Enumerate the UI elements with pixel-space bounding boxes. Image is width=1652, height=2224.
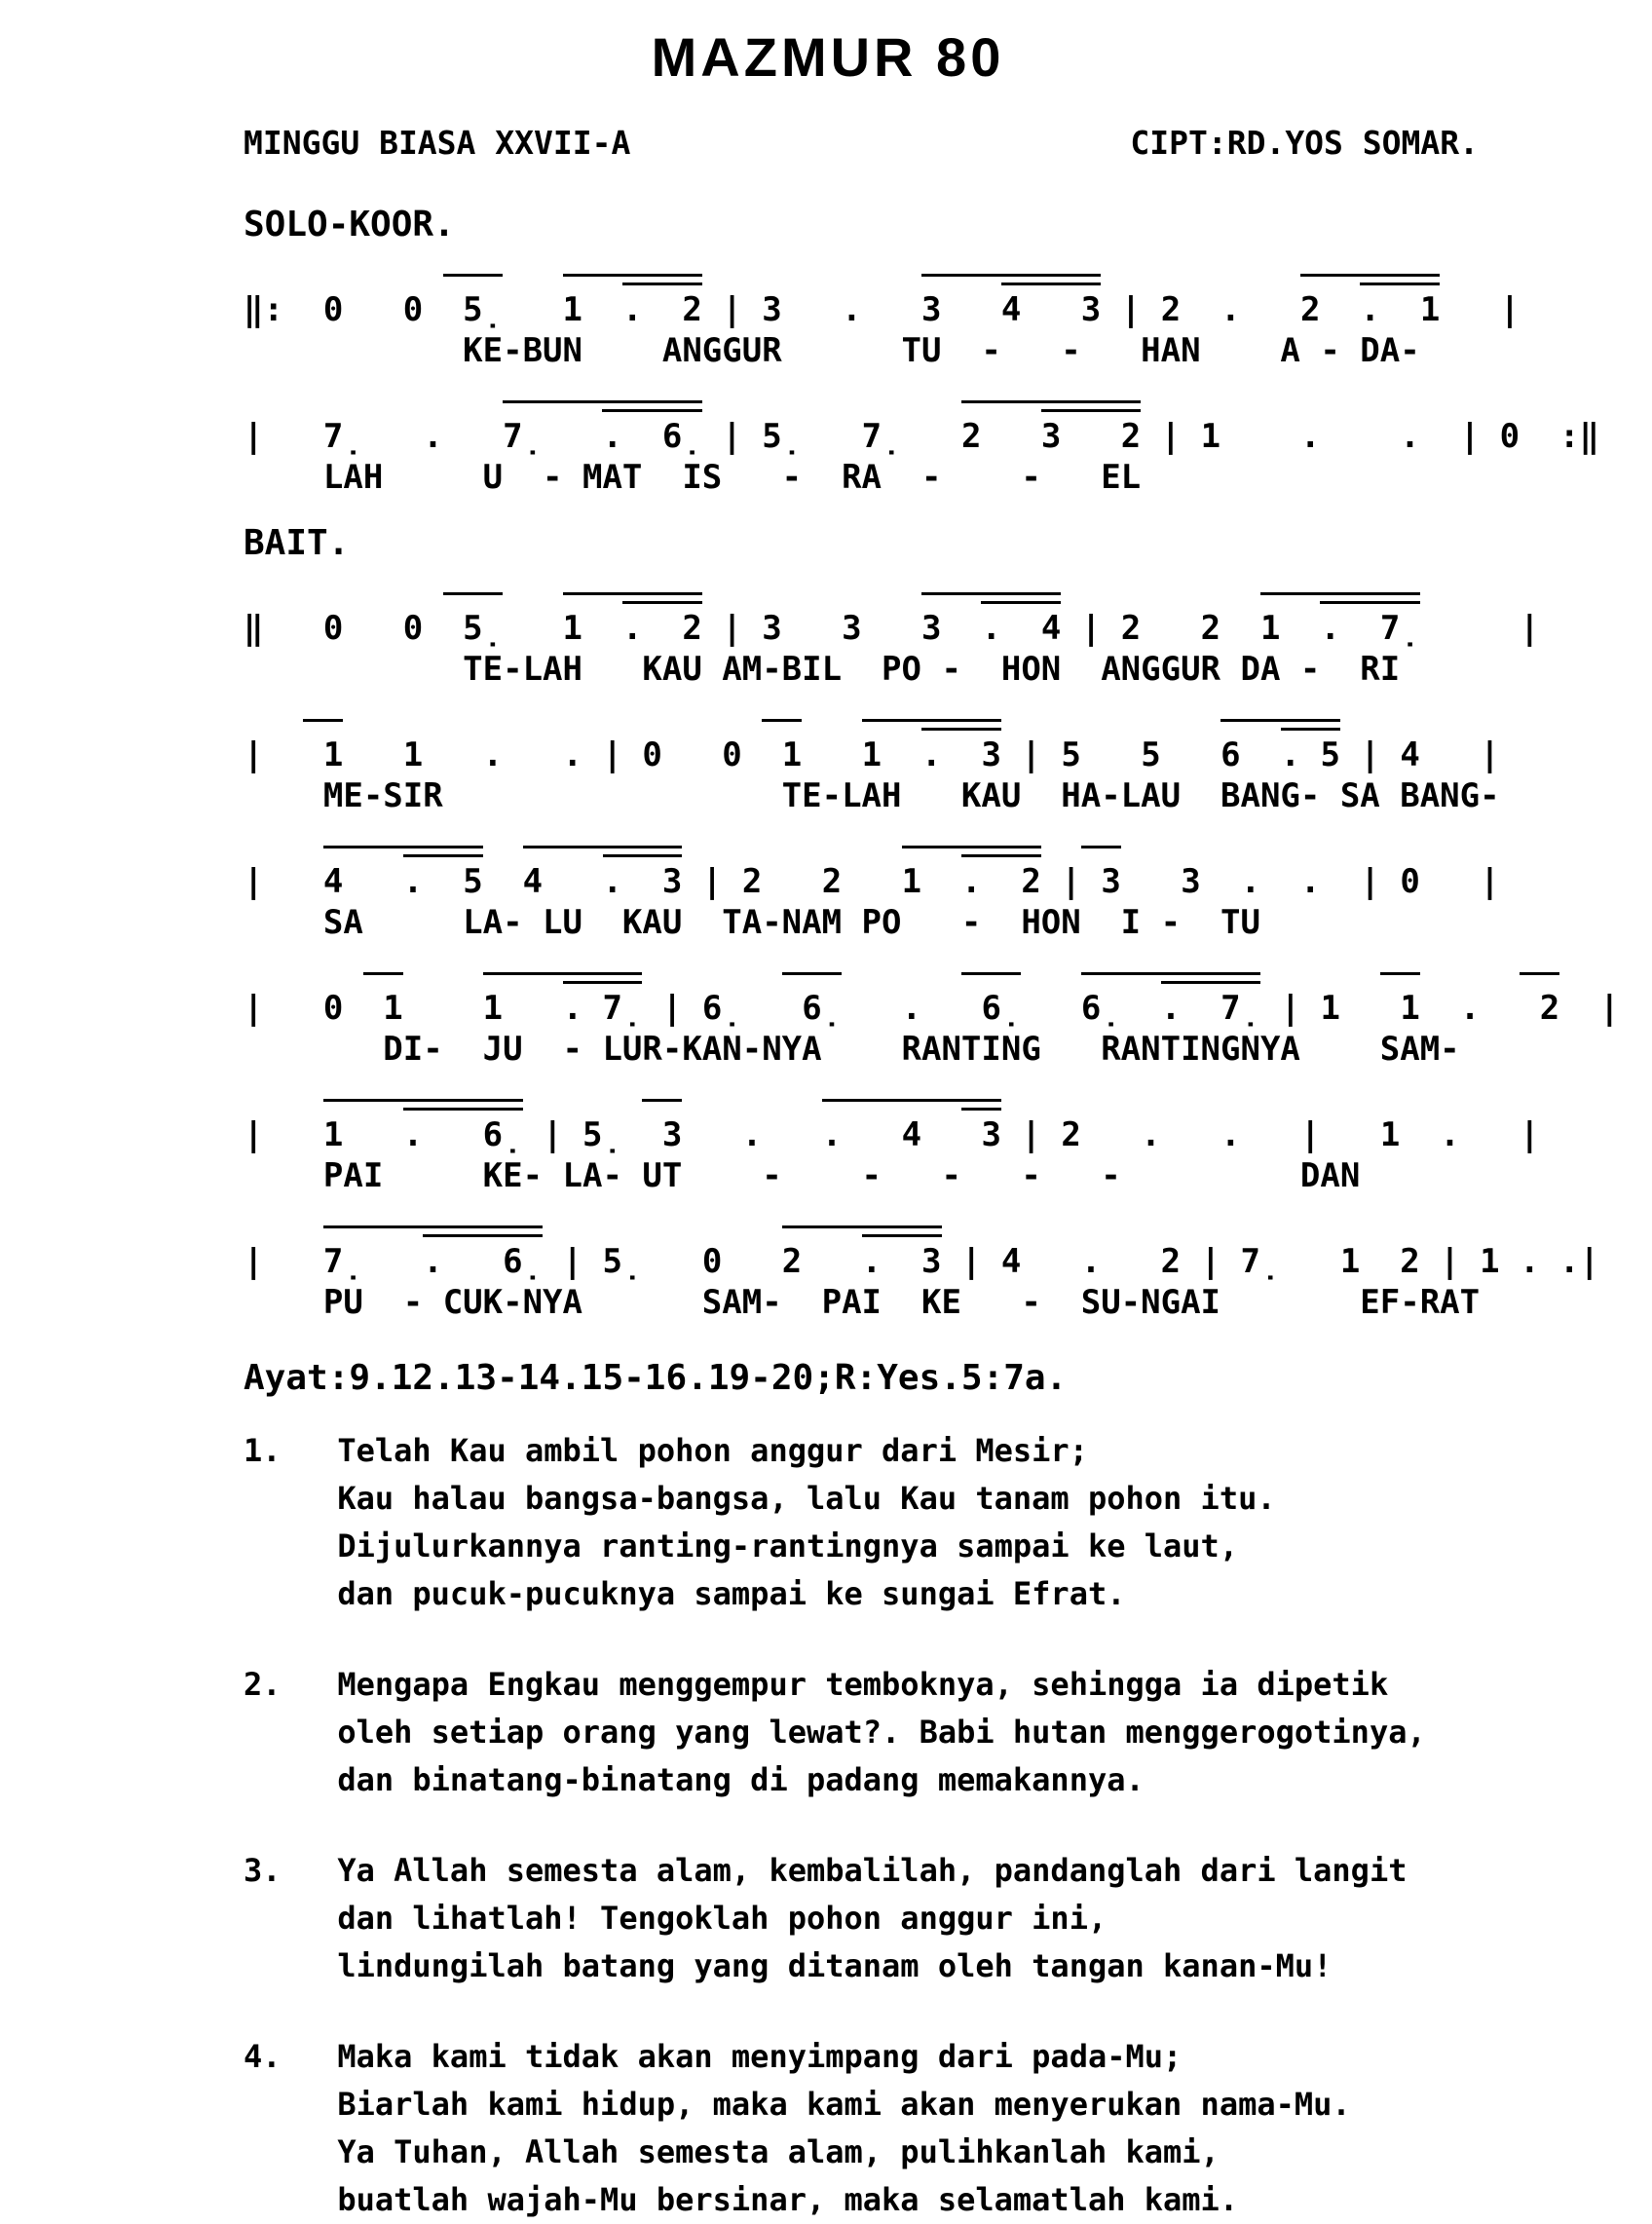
note-group: 3 . . | 0 | xyxy=(1120,862,1500,901)
verse xyxy=(244,1847,1535,1990)
verse xyxy=(244,1661,1535,1804)
note-group: | 3 3 xyxy=(701,609,922,648)
note-group-beamed: 1 xyxy=(563,270,622,326)
note-group-beamed: 2 xyxy=(961,396,1041,453)
section-label-solo-koor: SOLO-KOOR. xyxy=(244,205,455,245)
note-group-beamed: 6̣ xyxy=(782,968,842,1025)
note-group-beamed: 4 3 xyxy=(1001,270,1101,326)
music-system xyxy=(244,396,1599,497)
note-group-beamed: . 2 xyxy=(622,270,702,326)
note-group-beamed: . 7̣ xyxy=(563,968,643,1025)
note-group-beamed: 3 xyxy=(921,588,981,645)
note-group-beamed: 3 xyxy=(921,270,1001,326)
notation-row xyxy=(244,715,1535,772)
notation-row xyxy=(244,1095,1540,1154)
note-group: | 2 . . | 1 . | xyxy=(1000,1115,1540,1154)
lyrics-row: PU - CUK-NYA SAM- PAI KE - SU-NGAI EF-RAT xyxy=(244,1283,1481,1322)
note-group: | 5̣ xyxy=(522,1115,643,1154)
note-group-beamed: 6̣ xyxy=(961,968,1021,1025)
note-group-beamed: . 2 xyxy=(622,588,702,645)
verse-first-line: 3. Ya Allah semesta alam, kembalilah, pandanglah dari langit xyxy=(244,1852,1408,1889)
note-group: | xyxy=(1419,609,1540,648)
note-group: | xyxy=(244,1242,323,1281)
note-group-beamed: . 6̣ xyxy=(403,1095,523,1151)
note-group-beamed: . 6̣ xyxy=(423,1222,543,1278)
note-group-beamed: . 4 xyxy=(981,588,1061,645)
note-group xyxy=(503,270,562,326)
note-group: | 2 . xyxy=(1101,290,1300,329)
note-group: ‖: 0 0 xyxy=(244,290,443,329)
note-group: | xyxy=(1040,862,1081,901)
note-group-beamed: 7̣ xyxy=(503,396,602,453)
verse-line: dan pucuk-pucuknya sampai ke sungai Efrat. xyxy=(244,1575,1126,1612)
note-group: . xyxy=(1419,989,1481,1028)
solo-koor-music-block xyxy=(244,270,1599,497)
note-group: | 1 xyxy=(1260,989,1380,1028)
note-group: | 0 xyxy=(244,989,363,1028)
notation-row xyxy=(244,588,1540,648)
note-group xyxy=(1480,968,1520,1025)
note-group: | 2 2 xyxy=(1061,609,1261,648)
verse-first-line: 1. Telah Kau ambil pohon anggur dari Mesir; xyxy=(244,1432,1088,1469)
music-system xyxy=(244,588,1540,689)
note-group-beamed: . 5 xyxy=(403,842,483,898)
note-group: | 5̣ 0 xyxy=(543,1242,782,1281)
header-row xyxy=(244,124,1479,162)
header-right-credit: CIPT:RD.YOS SOMAR. xyxy=(1130,124,1479,162)
note-group-beamed: 6̣ xyxy=(1081,968,1161,1025)
verse-line: Biarlah kami hidup, maka kami akan menyerukan nama-Mu. xyxy=(244,2086,1351,2123)
note-group-beamed: 1 xyxy=(323,1095,403,1151)
note-group-beamed: 3 2 xyxy=(1041,396,1141,453)
verse-line: Kau halau bangsa-bangsa, lalu Kau tanam pohon itu. xyxy=(244,1480,1276,1517)
note-group: | 1 . . | 0 :‖ xyxy=(1141,417,1599,456)
note-group-beamed: 1 xyxy=(762,715,802,772)
note-group: | xyxy=(1440,290,1521,329)
notation-row xyxy=(244,968,1620,1028)
note-group-beamed: 2 xyxy=(1300,270,1360,326)
note-group-beamed: 1 xyxy=(563,588,622,645)
verse xyxy=(244,1427,1535,1618)
note-group-beamed: 5̣ xyxy=(443,588,503,645)
note-group: | xyxy=(244,1115,323,1154)
note-group-beamed: 4 xyxy=(523,842,603,898)
note-group-beamed: 1 xyxy=(1380,968,1420,1025)
note-group-beamed: . 4 xyxy=(822,1095,961,1151)
note-group-beamed: . 3 xyxy=(603,842,683,898)
bait-music-block xyxy=(244,588,1620,1322)
note-group: | 4 | xyxy=(1339,735,1500,774)
note-group-beamed: . 5 xyxy=(1281,715,1340,772)
verses-block xyxy=(244,1427,1535,2224)
note-group: | 5 5 xyxy=(1000,735,1221,774)
note-group-beamed: 1 xyxy=(1260,588,1320,645)
lyrics-row: ME-SIR TE-LAH KAU HA-LAU BANG- SA BANG- xyxy=(244,776,1500,815)
verse-first-line: 4. Maka kami tidak akan menyimpang dari pada-Mu; xyxy=(244,2038,1183,2075)
note-group-beamed: 3 xyxy=(642,1095,682,1151)
note-group: 1 . . | 0 0 xyxy=(343,735,763,774)
music-system xyxy=(244,270,1535,370)
note-group-beamed: . 3 xyxy=(862,1222,942,1278)
note-group-beamed: . 3 xyxy=(921,715,1001,772)
note-group: | 7̣ . xyxy=(244,417,504,456)
note-group-beamed: 4 xyxy=(323,842,403,898)
verse-line: Dijulurkannya ranting-rantingnya sampai ke laut, xyxy=(244,1527,1239,1564)
section-label-bait: BAIT. xyxy=(244,523,350,563)
verse-first-line: 2. Mengapa Engkau menggempur temboknya, sehingga ia dipetik xyxy=(244,1666,1389,1703)
verse-line: lindungilah batang yang ditanam oleh tangan kanan-Mu! xyxy=(244,1947,1333,1984)
note-group: | 3 . xyxy=(701,290,922,329)
verse-line: dan binatang-binatang di padang memakannya. xyxy=(244,1761,1145,1798)
note-group-beamed: 1 xyxy=(363,968,403,1025)
note-group-beamed: 6 xyxy=(1220,715,1280,772)
note-group-beamed: 2 xyxy=(1520,968,1559,1025)
note-group-beamed: 1 xyxy=(303,715,343,772)
music-system xyxy=(244,715,1535,815)
note-group: ‖ 0 0 xyxy=(244,609,443,648)
music-system xyxy=(244,1222,1600,1322)
note-group: | 5̣ 7̣ xyxy=(701,417,961,456)
note-group-beamed: . 7̣ xyxy=(1320,588,1419,645)
note-group: | xyxy=(244,735,304,774)
music-system xyxy=(244,842,1535,942)
notation-row xyxy=(244,842,1535,901)
note-group xyxy=(1021,968,1080,1025)
note-group xyxy=(802,715,861,772)
note-group-beamed: . 6̣ xyxy=(602,396,701,453)
note-group xyxy=(762,1095,821,1151)
lyrics-row: KE-BUN ANGGUR TU - - HAN A - DA- xyxy=(244,331,1420,370)
verse xyxy=(244,2033,1535,2224)
note-group: | xyxy=(1559,989,1620,1028)
page-title: MAZMUR 80 xyxy=(651,26,1005,88)
lyrics-row: LAH U - MAT IS - RA - - EL xyxy=(244,458,1142,497)
verse-line: oleh setiap orang yang lewat?. Babi hutan menggerogotinya, xyxy=(244,1714,1426,1751)
note-group: | 6̣ xyxy=(642,989,782,1028)
notation-row xyxy=(244,396,1599,456)
notation-row xyxy=(244,1222,1600,1281)
music-system xyxy=(244,1095,1540,1195)
note-group: | 4 . 2 | 7̣ 1 2 | 1 . .| xyxy=(941,1242,1600,1281)
note-group xyxy=(483,842,523,898)
note-group-beamed: . 7̣ xyxy=(1161,968,1260,1025)
verse-line: dan lihatlah! Tengoklah pohon anggur ini, xyxy=(244,1900,1108,1937)
note-group-beamed: 1 xyxy=(862,715,921,772)
lyrics-row: DI- JU - LUR-KAN-NYA RANTING RANTINGNYA SAM- xyxy=(244,1030,1460,1069)
verse-line: Ya Tuhan, Allah semesta alam, pulihkanlah kami, xyxy=(244,2133,1220,2170)
note-group-beamed: . 1 xyxy=(1360,270,1440,326)
notation-row xyxy=(244,270,1535,329)
lyrics-row: SA LA- LU KAU TA-NAM PO - HON I - TU xyxy=(244,903,1260,942)
note-group-beamed: 1 xyxy=(902,842,961,898)
note-group xyxy=(921,968,961,1025)
note-group xyxy=(403,968,483,1025)
note-group-beamed: 3 xyxy=(961,1095,1001,1151)
music-system xyxy=(244,968,1620,1069)
lyrics-row: TE-LAH KAU AM-BIL PO - HON ANGGUR DA - RI xyxy=(244,650,1401,689)
ayat-heading: Ayat:9.12.13-14.15-16.19-20;R:Yes.5:7a. xyxy=(244,1358,1068,1398)
lyrics-row: PAI KE- LA- UT - - - - - DAN xyxy=(244,1156,1361,1195)
note-group: . xyxy=(842,989,922,1028)
note-group xyxy=(503,588,562,645)
note-group-beamed: 3 xyxy=(1081,842,1121,898)
note-group: . xyxy=(682,1115,763,1154)
verse-line: buatlah wajah-Mu bersinar, maka selamatlah kami. xyxy=(244,2181,1239,2218)
note-group-beamed: 1 xyxy=(483,968,563,1025)
note-group-beamed: 7̣ xyxy=(323,1222,423,1278)
note-group-beamed: 2 xyxy=(782,1222,862,1278)
note-group-beamed: . 2 xyxy=(961,842,1041,898)
header-left-label: MINGGU BIASA XXVII-A xyxy=(244,124,631,162)
note-group-beamed: 5̣ xyxy=(443,270,503,326)
note-group: | 2 2 xyxy=(682,862,902,901)
note-group: | xyxy=(244,862,323,901)
